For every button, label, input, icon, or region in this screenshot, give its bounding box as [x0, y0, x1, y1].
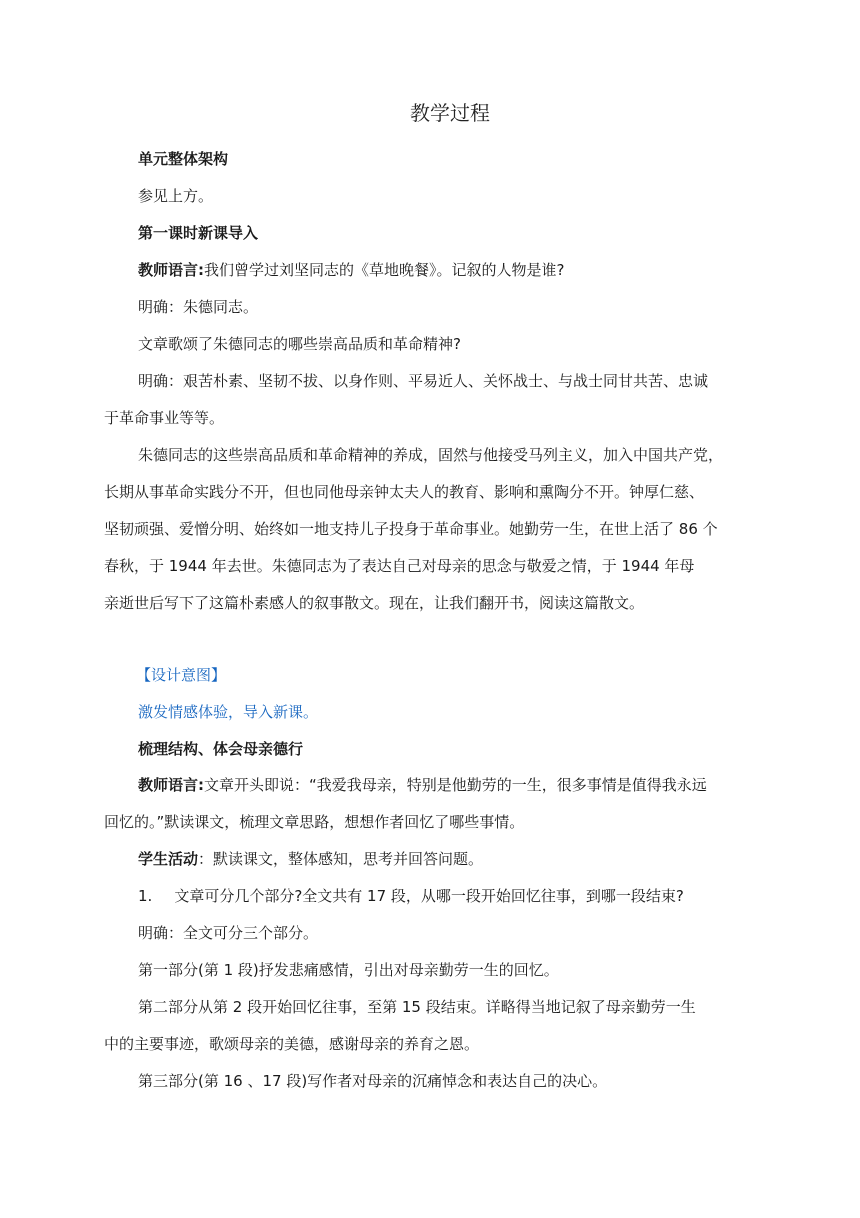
intro-line: 亲逝世后写下了这篇朴素感人的叙事散文。现在，让我们翻开书，阅读这篇散文。: [104, 594, 645, 612]
question-2: 文章歌颂了朱德同志的哪些崇高品质和革命精神?: [138, 335, 461, 353]
answer-1: 明确：朱德同志。: [138, 298, 259, 316]
lesson1-heading: 第一课时新课导入: [138, 224, 259, 242]
question-number: 1.: [138, 887, 153, 905]
intro-line: 长期从事革命实践分不开，但也同他母亲钟太夫人的教育、影响和熏陶分不开。钟厚仁慈、: [104, 483, 705, 501]
intro-line: 朱德同志的这些崇高品质和革命精神的养成，固然与他接受马列主义，加入中国共产党，: [138, 446, 724, 464]
student-activity: [0, 848, 860, 870]
section2-heading: 梳理结构、体会母亲德行: [138, 740, 304, 758]
answer-structure: 明确：全文可分三个部分。: [138, 924, 319, 942]
unit-text: 参见上方。: [138, 187, 214, 205]
part-2-line-2: 中的主要事迹，歌颂母亲的美德，感谢母亲的养育之恩。: [104, 1035, 480, 1053]
teacher-question-text: 我们曾学过刘坚同志的《草地晚餐》。记叙的人物是谁?: [204, 261, 565, 279]
teacher-2-text: 文章开头即说：“我爱我母亲，特别是他勤劳的一生，很多事情是值得我永远: [204, 776, 707, 794]
part-2-line-1: 第二部分从第 2 段开始回忆往事，至第 15 段结束。详略得当地记叙了母亲勤劳一生: [138, 998, 696, 1016]
teacher-2-paragraph: [104, 767, 752, 841]
question-text: 文章可分几个部分?全文共有 17 段，从哪一段开始回忆往事，到哪一段结束?: [174, 887, 684, 905]
student-label: 学生活动: [138, 850, 199, 868]
teacher-label: 教师语言:: [138, 261, 204, 279]
question-item-1: [0, 885, 860, 907]
teacher-2-label: 教师语言:: [138, 776, 204, 794]
answer-2-paragraph: [104, 363, 752, 437]
intro-paragraph: [104, 437, 752, 622]
part-3: 第三部分(第 16 、17 段)写作者对母亲的沉痛悼念和表达自己的决心。: [138, 1072, 608, 1090]
intro-line: 春秋，于 1944 年去世。朱德同志为了表达自己对母亲的思念与敬爱之情，于 1944 年母: [104, 557, 695, 575]
design-intent-text: 激发情感体验，导入新课。: [138, 703, 319, 721]
unit-heading: 单元整体架构: [138, 150, 229, 168]
part-1: 第一部分(第 1 段)抒发悲痛感情，引出对母亲勤劳一生的回忆。: [138, 961, 559, 979]
teacher-question-1: [0, 259, 860, 281]
page-title: 教学过程: [410, 101, 490, 125]
answer-2-line-1: 明确：艰苦朴素、坚韧不拔、以身作则、平易近人、关怀战士、与战士同甘共苦、忠诚: [138, 372, 709, 390]
answer-2-line-2: 于革命事业等等。: [104, 409, 225, 427]
student-text: ：默读课文，整体感知，思考并回答问题。: [198, 850, 484, 868]
teacher-2-line-2: 回忆的。”默读课文，梳理文章思路，想想作者回忆了哪些事情。: [104, 813, 525, 831]
part-2-paragraph: [104, 989, 752, 1063]
intro-line: 坚韧顽强、爱憎分明、始终如一地支持儿子投身于革命事业。她勤劳一生，在世上活了 86 个: [104, 520, 718, 538]
teacher-2-line-1: [104, 767, 752, 804]
design-intent-heading: 【设计意图】: [136, 666, 227, 684]
